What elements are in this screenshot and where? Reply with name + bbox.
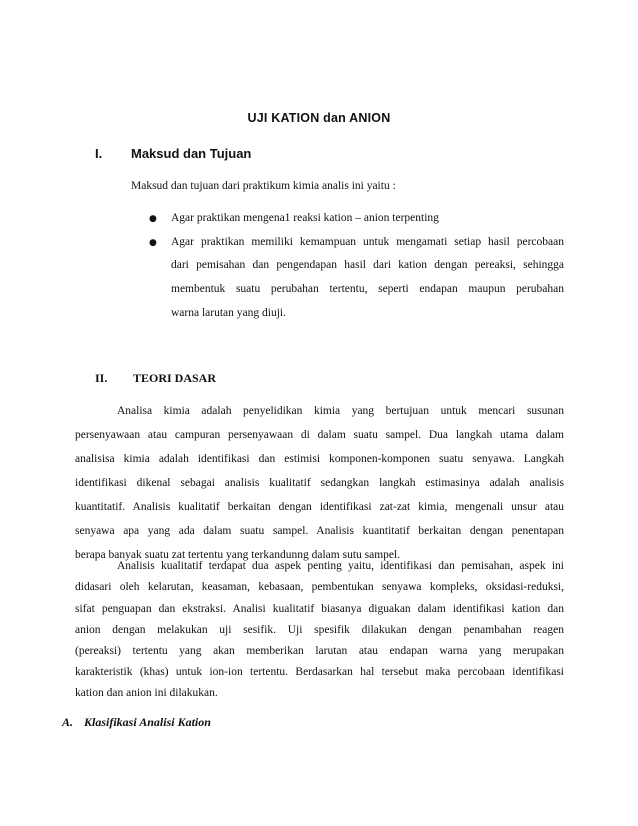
section-1-title: Maksud dan Tujuan [131,146,252,161]
bullet-1-line-1: Agar praktikan mengena1 reaksi kation – anion terpenting [171,212,439,224]
section-1-intro: Maksud dan tujuan dari praktikum kimia analis ini yaitu : [131,180,396,192]
bullet-2-line-1: Agar praktikan memiliki kemampuan untuk mengamati setiap hasil percobaan [171,236,564,248]
paragraph-2-line-6: karakteristik (khas) untuk ion-ion tertentu. Berdasarkan hal tersebut maka percobaan identifikasi [75,666,564,678]
section-2-title: TEORI DASAR [133,371,217,385]
paragraph-1-line-5: kuantitatif. Analisis kualitatif berkaitan dengan identifikasi zat-zat kimia, mengenali unsur atau [75,501,564,513]
paragraph-2-line-2: didasari oleh kelarutan, keasaman, kebasaan, pembentukan senyawa kompleks, oksidasi-reduksi, [75,581,564,593]
section-2-number: II. [95,371,108,385]
paragraph-2-line-1: Analisis kualitatif terdapat dua aspek penting yaitu, identifikasi dan pemisahan, aspek ini [117,560,564,572]
paragraph-1-line-7: berapa banyak suatu zat tertentu yang terkandunng dalam sutu sampel. [75,549,401,561]
paragraph-2-line-3: sifat penguapan dan ekstraksi. Analisi kualitatif biasanya diguakan dalam identifikasi kation dan [75,603,564,615]
paragraph-2-line-7: kation dan anion ini dilakukan. [75,687,218,699]
paragraph-1-line-2: persenyawaan atau campuran persenyawaan di dalam suatu sampel. Dua langkah utama dalam [75,429,564,441]
paragraph-2-line-4: anion dengan melakukan uji sesifik. Uji spesifik dilakukan dengan penambahan reagen [75,624,564,636]
paragraph-1-line-6: senyawa apa yang ada dalam suatu sampel. Analisis kuantitatif berkaitan dengan penentapan [75,525,564,537]
bullet-icon: ● [149,238,157,248]
bullet-2-line-2: dari pemisahan dan pengendapan hasil dari kation dengan pereaksi, sehingga [171,259,564,271]
section-a-number: A. [62,715,74,729]
paragraph-1-line-1: Analisa kimia adalah penyelidikan kimia yang bertujuan untuk mencari susunan [117,405,564,417]
section-1-number: I. [95,146,103,161]
bullet-2-line-3: membentuk suatu perubahan tertentu, seperti endapan maupun perubahan [171,283,564,295]
section-a-title: Klasifikasi Analisi Kation [84,715,211,729]
paragraph-1-line-3: analisisa kimia adalah identifikasi dan estimisi komponen-komponen suatu senyawa. Langkah [75,453,564,465]
paragraph-1-line-4: identifikasi dikenal sebagai analisis kualitatif sedangkan langkah estimasinya adalah analisis [75,477,564,489]
page-title: UJI KATION dan ANION [247,111,391,125]
paragraph-2-line-5: (pereaksi) tertentu yang akan memberikan larutan atau endapan warna yang merupakan [75,645,564,657]
bullet-2-line-4: warna larutan yang diuji. [171,307,286,319]
bullet-icon: ● [149,214,157,224]
